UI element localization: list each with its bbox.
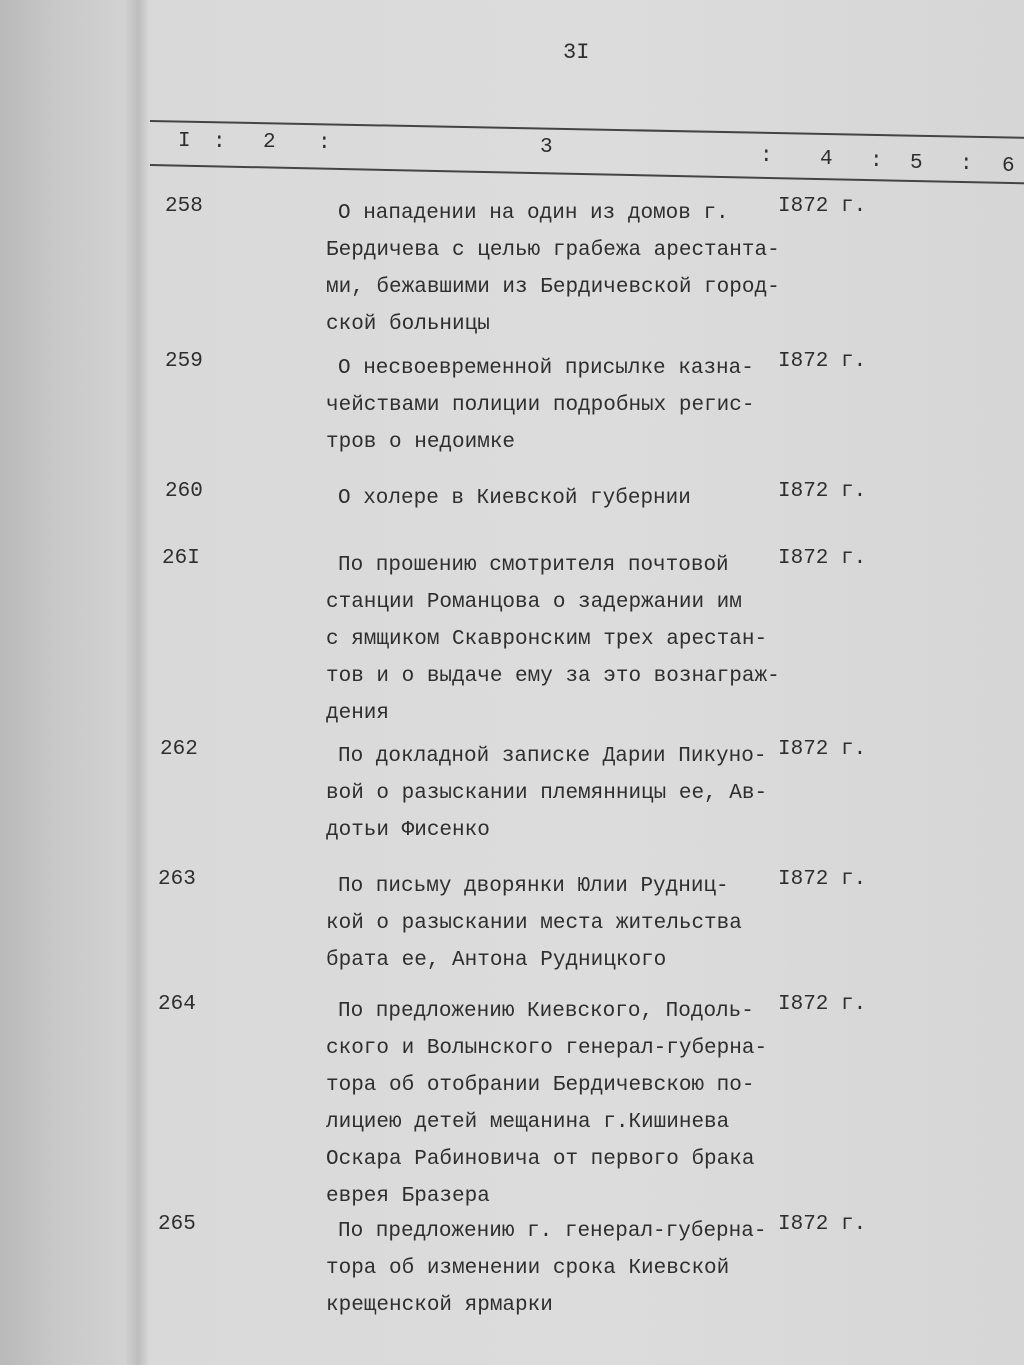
description-line: О несвоевременной присылке казна-: [338, 357, 754, 380]
entry-description: [326, 350, 754, 461]
description-line: вой о разыскании племянницы ее, Ав-: [326, 782, 768, 805]
entry-year: I872 г.: [778, 993, 867, 1016]
entry-year: I872 г.: [778, 350, 867, 373]
description-line: По письму дворянки Юлии Рудниц-: [338, 875, 729, 898]
description-line: Бердичева с целью грабежа арестанта-: [326, 239, 780, 262]
entry-number: 260: [165, 480, 203, 503]
description-line: О холере в Киевской губернии: [338, 487, 691, 510]
column-4-label: 4: [820, 148, 833, 171]
entry-description: [326, 480, 691, 517]
entry-year: I872 г.: [778, 738, 867, 761]
column-1-label: I: [178, 130, 191, 153]
column-separator: :: [960, 153, 973, 176]
entry-description: [326, 868, 742, 979]
description-line: чействами полиции подробных регис-: [326, 394, 755, 417]
entry-year: I872 г.: [778, 868, 867, 891]
description-line: ми, бежавшими из Бердичевской город-: [326, 276, 780, 299]
column-separator: :: [760, 145, 773, 168]
description-line: дения: [326, 702, 390, 725]
entry-description: [326, 993, 767, 1215]
description-line: тора об отобрании Бердичевскою по-: [326, 1074, 755, 1097]
description-line: дотьи Фисенко: [326, 819, 490, 842]
description-line: лициею детей мещанина г.Кишинева: [326, 1111, 730, 1134]
entry-description: [326, 1213, 766, 1324]
description-line: брата ее, Антона Рудницкого: [326, 949, 667, 972]
entry-number: 259: [165, 350, 203, 373]
column-separator: :: [318, 132, 331, 155]
description-line: тора об изменении срока Киевской: [326, 1257, 730, 1280]
description-line: ского и Волынского генерал-губерна-: [326, 1037, 768, 1060]
column-separator: :: [870, 150, 883, 173]
column-6-label: 6: [1002, 155, 1015, 178]
column-2-label: 2: [263, 131, 276, 154]
description-line: станции Романцова о задержании им: [326, 591, 742, 614]
description-line: Оскара Рабиновича от первого брака: [326, 1148, 755, 1171]
entry-number: 264: [158, 993, 196, 1016]
entry-year: I872 г.: [778, 1213, 867, 1236]
entry-description: [326, 738, 767, 849]
description-line: По предложению Киевского, Подоль-: [338, 1000, 754, 1023]
entry-number: 258: [165, 195, 203, 218]
description-line: еврея Бразера: [326, 1185, 490, 1208]
description-line: кой о разыскании места жительства: [326, 912, 742, 935]
entry-number: 263: [158, 868, 196, 891]
entry-year: I872 г.: [778, 480, 867, 503]
description-line: О нападении на один из домов г.: [338, 202, 729, 225]
description-line: с ямщиком Скавронским трех арестан-: [326, 628, 768, 651]
entry-number: 265: [158, 1213, 196, 1236]
column-separator: :: [213, 131, 226, 154]
column-5-label: 5: [910, 152, 923, 175]
column-3-label: 3: [540, 136, 553, 159]
description-line: По прошению смотрителя почтовой: [338, 554, 729, 577]
entry-description: [326, 547, 780, 732]
description-line: тров о недоимке: [326, 431, 516, 454]
header-rule-bottom: [150, 164, 1024, 184]
entry-number: 262: [160, 738, 198, 761]
description-line: крещенской ярмарки: [326, 1294, 553, 1317]
entry-year: I872 г.: [778, 547, 867, 570]
description-line: По предложению г. генерал-губерна-: [338, 1220, 767, 1243]
description-line: тов и о выдаче ему за это вознаграж-: [326, 665, 780, 688]
header-rule-top: [150, 120, 1024, 139]
page-number: 3I: [563, 40, 590, 65]
description-line: По докладной записке Дарии Пикуно-: [338, 745, 767, 768]
entry-number: 26I: [162, 547, 200, 570]
description-line: ской больницы: [326, 313, 490, 336]
entry-year: I872 г.: [778, 195, 867, 218]
entry-description: [326, 195, 780, 343]
